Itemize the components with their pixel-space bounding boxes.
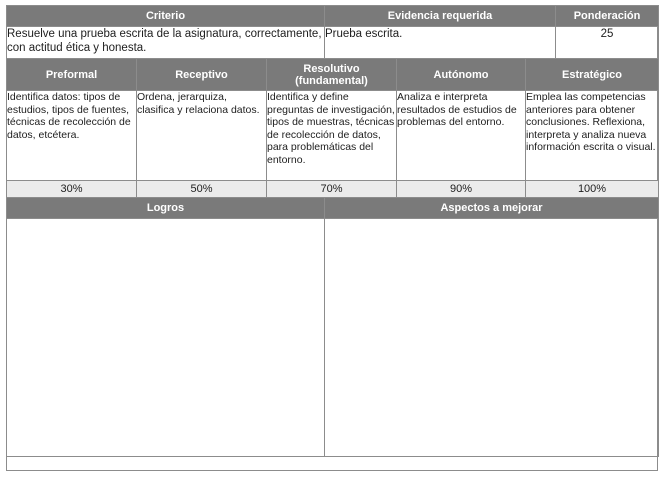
level-percent-autonomo: 90% — [397, 181, 526, 198]
criteria-header-row — [7, 6, 659, 27]
evidencia-cell: Prueba escrita. — [325, 27, 556, 59]
criterio-header: Criterio — [7, 6, 325, 27]
level-header-preformal: Preformal — [7, 59, 137, 91]
logros-header: Logros — [7, 198, 325, 219]
levels-description-row — [7, 91, 659, 181]
level-desc-resolutivo: Identifica y define preguntas de investigación, tipos de muestras, técnicas de recolección de datos, para problemáticas del entorno. — [267, 91, 397, 181]
level-header-receptivo: Receptivo — [137, 59, 267, 91]
level-percent-receptivo: 50% — [137, 181, 267, 198]
level-desc-autonomo: Analiza e interpreta resultados de estudios de problemas del entorno. — [397, 91, 526, 181]
level-percent-preformal: 30% — [7, 181, 137, 198]
level-header-autonomo: Autónomo — [397, 59, 526, 91]
level-percent-resolutivo: 70% — [267, 181, 397, 198]
level-header-estrategico: Estratégico — [526, 59, 659, 91]
footer-body-row — [7, 219, 659, 457]
footer-header-row — [7, 198, 659, 219]
aspectos-area — [325, 219, 659, 457]
level-header-resolutivo: Resolutivo (fundamental) — [267, 59, 397, 91]
levels-percent-row — [7, 181, 659, 198]
level-percent-estrategico: 100% — [526, 181, 659, 198]
ponderacion-cell: 25 — [556, 27, 659, 59]
level-desc-preformal: Identifica datos: tipos de estudios, tipos de fuentes, técnicas de recolección de datos, etcétera. — [7, 91, 137, 181]
ponderacion-header: Ponderación — [556, 6, 659, 27]
logros-area — [7, 219, 325, 457]
level-desc-estrategico: Emplea las competencias anteriores para obtener conclusiones. Reflexiona, interpreta y analiza nueva información escrita o visual. — [526, 91, 659, 181]
level-desc-receptivo: Ordena, jerarquiza, clasifica y relaciona datos. — [137, 91, 267, 181]
criteria-row — [7, 27, 659, 59]
aspectos-header: Aspectos a mejorar — [325, 198, 659, 219]
criterio-cell: Resuelve una prueba escrita de la asignatura, correctamente, con actitud ética y honesta. — [7, 27, 325, 59]
rubric-table — [6, 5, 659, 457]
levels-header-row — [7, 59, 659, 91]
evidencia-header: Evidencia requerida — [325, 6, 556, 27]
